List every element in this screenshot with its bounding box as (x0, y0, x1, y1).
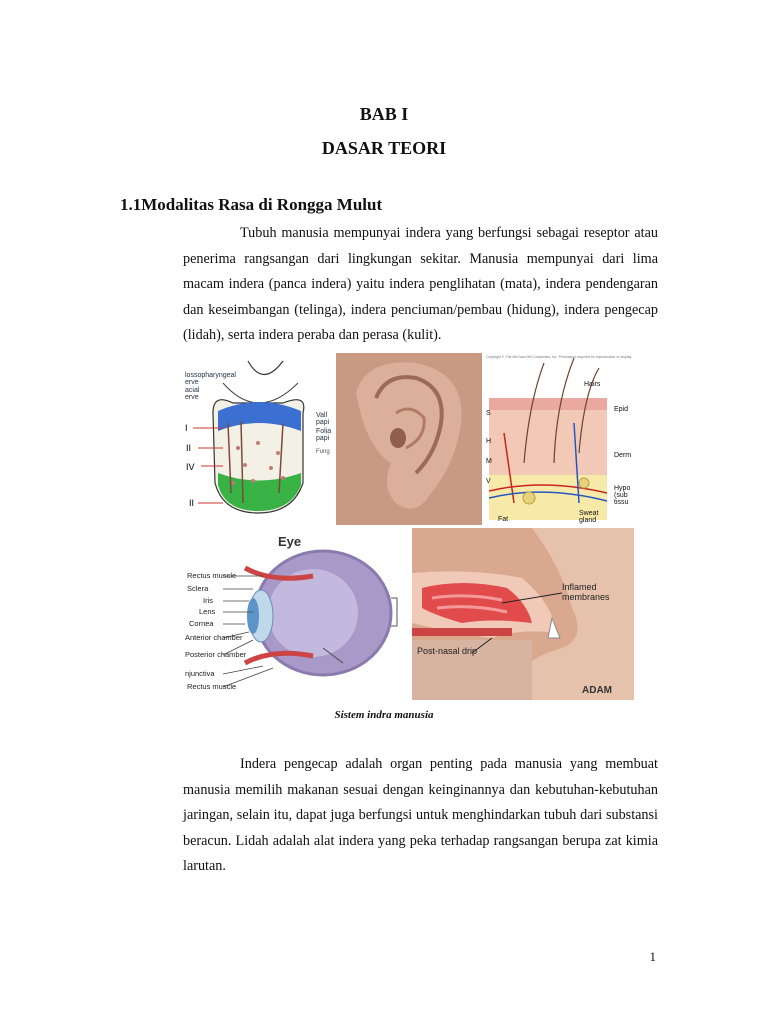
tongue-region-2: II (186, 443, 192, 453)
eye-label-sclera: Sclera (187, 584, 209, 593)
tongue-label-vall2: papi (316, 419, 330, 426)
skin-label-sweat2: gland (579, 517, 597, 524)
tongue-label-vall: Vall (316, 412, 328, 419)
paragraph-tongue-text: Indera pengecap adalah organ penting pada manusia yang membuat manusia memilih makanan sesuai dengan keinginannya dan kebutuhan-kebutuhan jaringan, selain itu, dapat juga berfungsi untuk menghindarkan tubuh dari substansi beracun. Lidah adalah alat indera yang peka terhadap rangsangan berupa zat kimia larutan. (183, 756, 658, 874)
tongue-label-glosso: lossopharyngeal (185, 372, 236, 379)
eye-label-conjunctiva: njunctiva (185, 669, 215, 678)
nose-diagram (412, 528, 634, 700)
skin-label-hypo2: (sub (614, 492, 628, 499)
eye-label-lens: Lens (199, 607, 216, 616)
chapter-label: BAB I (359, 104, 409, 124)
skin-label-sweat: Sweat (579, 510, 599, 517)
paragraph-senses-text: Tubuh manusia mempunyai indera yang berfungsi sebagai reseptor atau penerima rangsangan dari lingkungan sekitar. Manusia mempunyai dari lima macam indera (panca indera) yaitu indera penglihatan (mata), indera pendengaran dan keseimbangan (telinga), indera penciuman/pembau (hidung), indera pengecap (lidah), serta indera peraba dan perasa (kulit). (183, 225, 658, 343)
tongue-label-facial2: erve (185, 394, 199, 401)
nose-brand-label: ADAM (582, 685, 612, 696)
skin-diagram (484, 353, 634, 525)
tongue-label-foli2: papi (316, 435, 330, 442)
skin-label-hypo3: tissu (614, 499, 629, 506)
skin-label-v: V (486, 478, 491, 485)
tongue-label-glosso2: erve (185, 379, 199, 386)
tongue-region-4: II (189, 498, 195, 508)
tongue-region-1: I (185, 423, 188, 433)
section-heading: 1.1Modalitas Rasa di Rongga Mulut (120, 195, 383, 214)
eye-label-posterior: Posterior chamber (185, 650, 247, 659)
ear-photo (336, 353, 482, 525)
tongue-label-fung: Fung (316, 449, 330, 455)
tongue-label-facial: acial (185, 387, 200, 394)
skin-label-hairs: Hairs (584, 381, 601, 388)
skin-label-m: M (486, 458, 492, 465)
chapter-title: DASAR TEORI (321, 138, 447, 158)
skin-label-s: S (486, 410, 491, 417)
eye-label-anterior: Anterior chamber (185, 633, 243, 642)
tongue-region-3: IV (186, 462, 195, 472)
tongue-diagram (183, 353, 333, 521)
eye-diagram (183, 528, 411, 700)
nose-label-inflamed: Inflamed (562, 582, 597, 592)
nose-label-membranes: membranes (562, 592, 610, 602)
eye-title: Eye (278, 534, 302, 549)
page-number: 1 (649, 949, 656, 964)
skin-copyright: Copyright © The McGraw-Hill Companies, Inc. Permission required for reproduction or display. (486, 355, 633, 359)
eye-label-rectus-top: Rectus muscle (187, 571, 237, 580)
skin-label-derm: Derm (614, 452, 632, 459)
skin-label-hypo: Hypo (614, 485, 631, 492)
tongue-label-foli: Folia (316, 428, 332, 435)
skin-label-fat: Fat (498, 516, 509, 523)
eye-label-cornea: Cornea (189, 619, 214, 628)
paragraph-tongue (183, 752, 658, 880)
eye-label-iris: Iris (203, 596, 213, 605)
figure-caption: Sistem indra manusia (334, 709, 434, 721)
paragraph-senses (183, 221, 658, 349)
nose-label-postnasal: Post-nasal drip (417, 646, 478, 656)
skin-label-epid: Epid (614, 406, 629, 413)
skin-label-h: H (486, 438, 492, 445)
eye-label-rectus-bottom: Rectus muscle (187, 682, 237, 691)
